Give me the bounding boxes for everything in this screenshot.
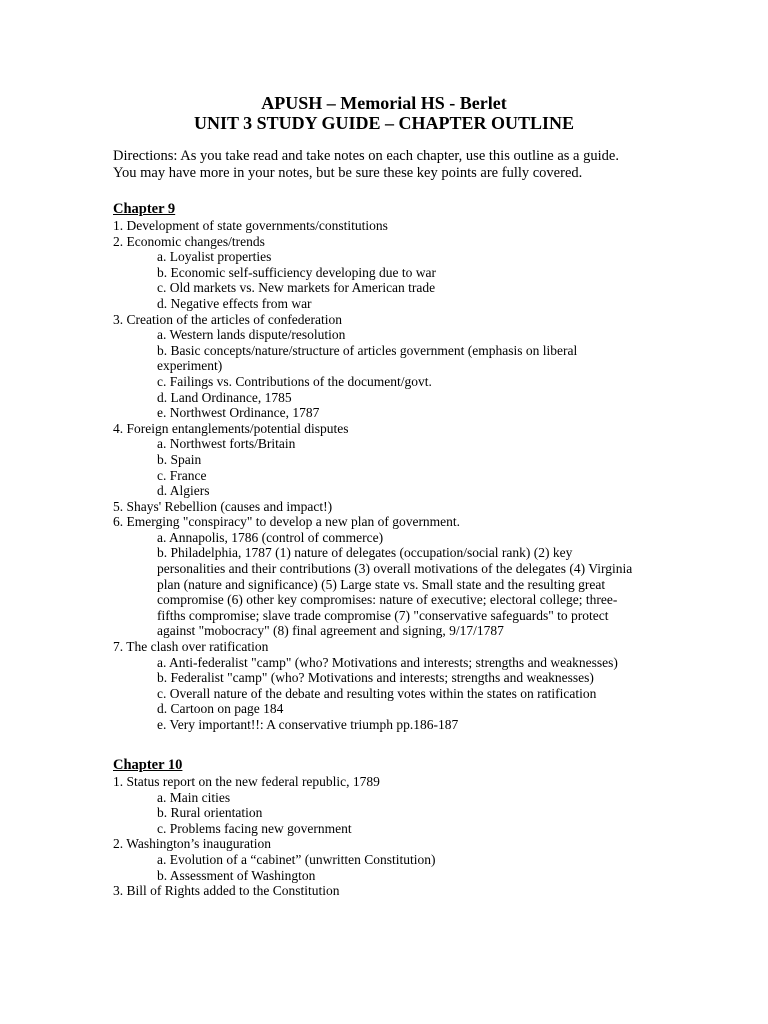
outline-subitem: against "mobocracy" (8) final agreement and signing, 9/17/1787 [157, 623, 504, 639]
outline-item: 7. The clash over ratification [113, 639, 269, 655]
outline-subitem: b. Economic self-sufficiency developing due to war [157, 264, 437, 280]
outline-item: 6. Emerging "conspiracy" to develop a new plan of government. [113, 514, 461, 530]
directions-line: Directions: As you take read and take notes on each chapter, use this outline as a guide. [113, 148, 619, 164]
outline-subitem: d. Algiers [157, 483, 210, 499]
document-subtitle: UNIT 3 STUDY GUIDE – CHAPTER OUTLINE [193, 113, 575, 133]
outline-subitem: plan (nature and significance) (5) Large state vs. Small state and the resulting great [157, 576, 606, 592]
outline-item: 3. Bill of Rights added to the Constitution [113, 883, 340, 899]
outline-item: 1. Development of state governments/constitutions [113, 218, 388, 233]
outline-subitem: a. Loyalist properties [157, 249, 272, 265]
outline-subitem: a. Northwest forts/Britain [157, 436, 296, 452]
outline-subitem: d. Cartoon on page 184 [157, 701, 284, 717]
chapter-10-heading: Chapter 10 [113, 757, 183, 773]
outline-subitem: a. Anti-federalist "camp" (who? Motivations and interests; strengths and weaknesses) [157, 654, 618, 670]
outline-subitem: b. Federalist "camp" (who? Motivations and interests; strengths and weaknesses) [157, 670, 594, 686]
directions [113, 148, 673, 182]
directions-line: You may have more in your notes, but be sure these key points are fully covered. [113, 165, 583, 181]
outline-subitem: d. Land Ordinance, 1785 [157, 389, 292, 405]
document-title: APUSH – Memorial HS - Berlet [261, 93, 507, 113]
outline-subitem: c. Old markets vs. New markets for American trade [157, 280, 436, 296]
outline-subitem: fifths compromise; slave trade compromise (7) "conservative safeguards" to protect [157, 607, 609, 623]
outline-subitem: a. Evolution of a “cabinet” (unwritten Constitution) [157, 851, 436, 867]
outline-subitem: e. Very important!!: A conservative triumph pp.186-187 [157, 717, 459, 732]
outline-item: 3. Creation of the articles of confederation [113, 311, 343, 327]
outline-item: 2. Washington’s inauguration [113, 836, 272, 852]
outline-subitem: b. Philadelphia, 1787 (1) nature of delegates (occupation/social rank) (2) key [157, 545, 573, 561]
outline-item: 1. Status report on the new federal republic, 1789 [113, 774, 380, 789]
outline-subitem: a. Annapolis, 1786 (control of commerce) [157, 529, 384, 545]
outline-subitem: c. Overall nature of the debate and resulting votes within the states on ratification [157, 685, 597, 701]
outline-subitem: b. Spain [157, 451, 202, 467]
outline-subitem: c. France [157, 467, 207, 483]
chapter-9-section [113, 201, 673, 733]
outline-item: 2. Economic changes/trends [113, 233, 265, 249]
outline-subitem: e. Northwest Ordinance, 1787 [157, 405, 320, 421]
chapter-10-section [113, 757, 673, 899]
outline-subitem: experiment) [157, 358, 223, 374]
outline-subitem: personalities and their contributions (3) overall motivations of the delegates (4) Virginia [157, 561, 633, 577]
outline-subitem: b. Basic concepts/nature/structure of articles government (emphasis on liberal [157, 342, 578, 358]
chapter-9-heading: Chapter 9 [113, 201, 176, 217]
outline-subitem: a. Western lands dispute/resolution [157, 327, 346, 343]
outline-subitem: d. Negative effects from war [157, 295, 312, 311]
outline-item: 4. Foreign entanglements/potential disputes [113, 420, 349, 436]
outline-item: 5. Shays' Rebellion (causes and impact!) [113, 498, 333, 514]
outline-subitem: compromise (6) other key compromises: nature of executive; electoral college; three- [157, 592, 618, 608]
outline-subitem: c. Failings vs. Contributions of the document/govt. [157, 373, 432, 389]
outline-subitem: b. Rural orientation [157, 805, 263, 821]
outline-subitem: b. Assessment of Washington [157, 867, 316, 883]
outline-subitem: c. Problems facing new government [157, 820, 352, 836]
outline-subitem: a. Main cities [157, 789, 231, 805]
